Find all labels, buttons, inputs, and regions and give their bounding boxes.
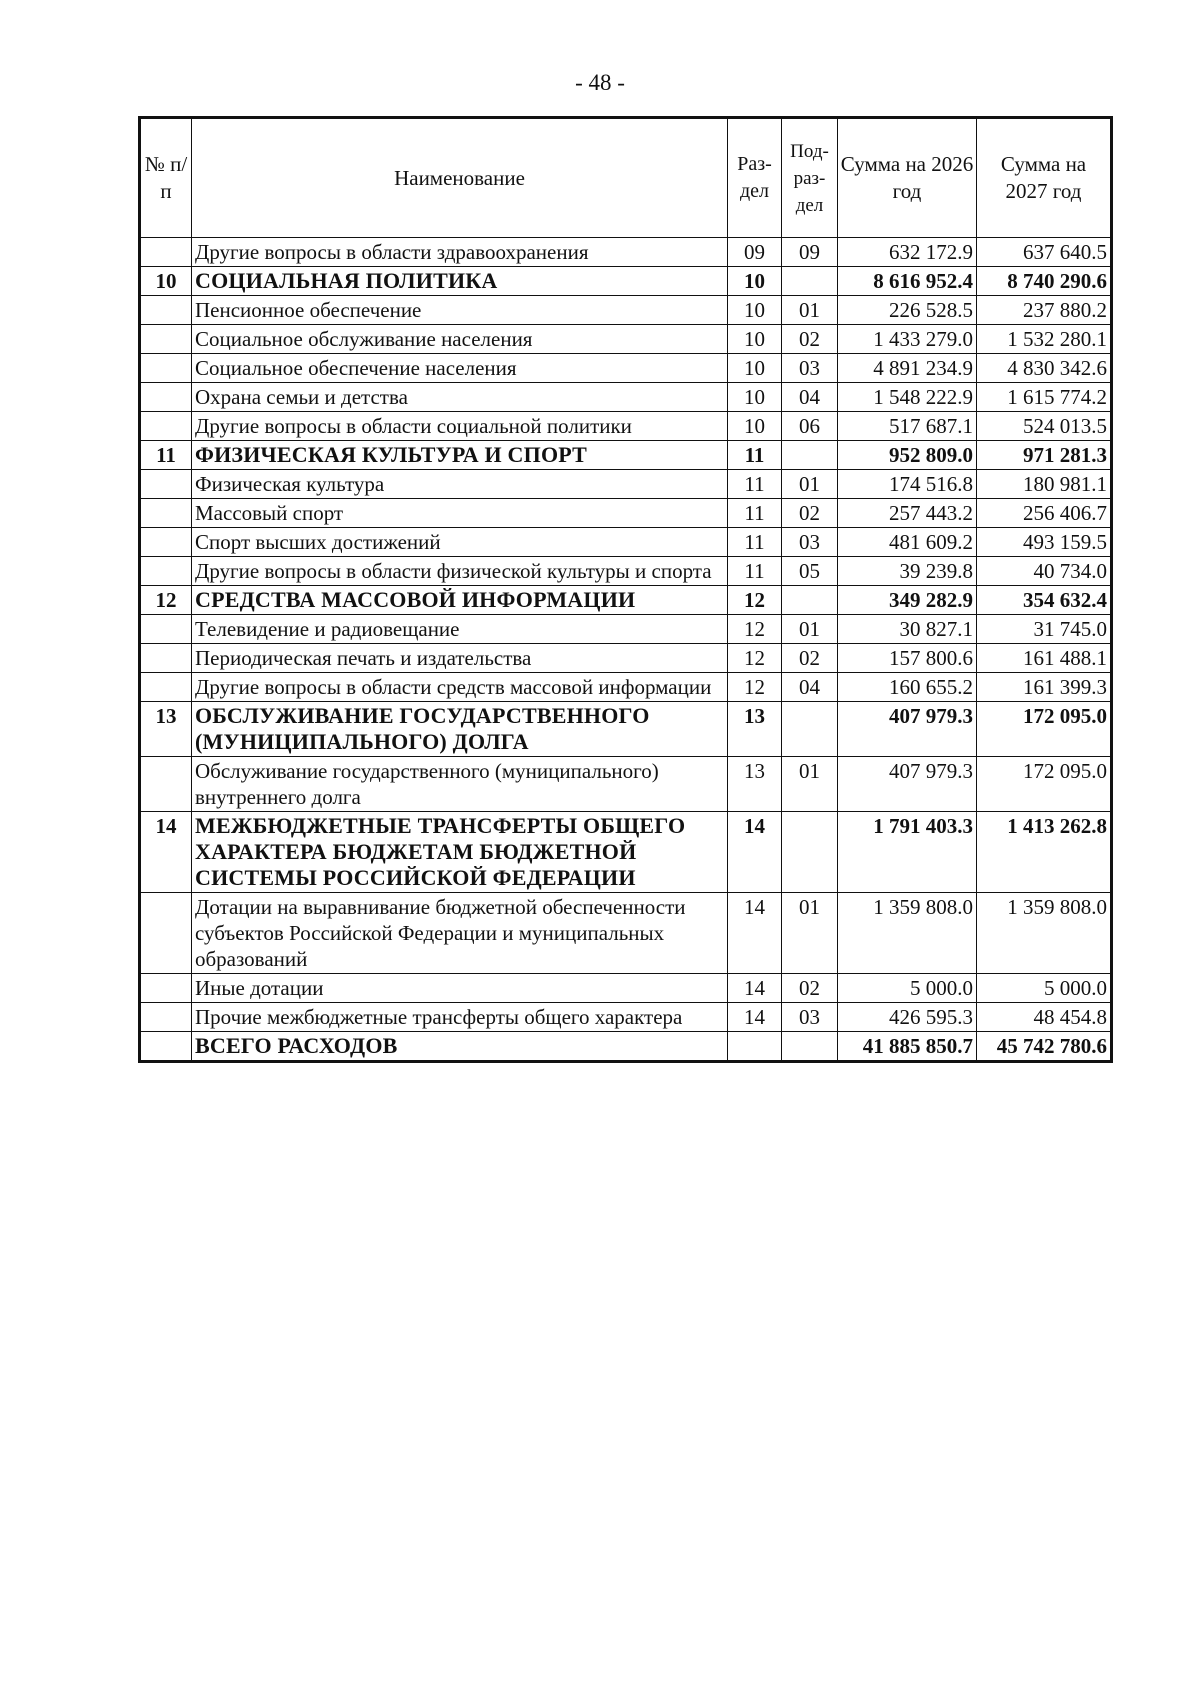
row-sum-2026: 349 282.9	[838, 586, 977, 615]
row-sum-2027: 161 488.1	[977, 644, 1112, 673]
row-name: Другие вопросы в области здравоохранения	[192, 238, 728, 267]
row-sum-2027: 1 532 280.1	[977, 325, 1112, 354]
table-row	[140, 296, 1112, 325]
row-section: 11	[728, 441, 782, 470]
row-num: 12	[140, 586, 192, 615]
row-section	[728, 1032, 782, 1062]
header-num: № п/п	[140, 118, 192, 238]
row-sum-2027: 40 734.0	[977, 557, 1112, 586]
table-header-row	[140, 118, 1112, 238]
row-sum-2026: 407 979.3	[838, 757, 977, 812]
row-subsection: 04	[782, 383, 838, 412]
row-sum-2027: 48 454.8	[977, 1003, 1112, 1032]
row-sum-2026: 632 172.9	[838, 238, 977, 267]
table-row	[140, 412, 1112, 441]
page-number: - 48 -	[575, 70, 625, 95]
table-row	[140, 702, 1112, 757]
row-section: 10	[728, 267, 782, 296]
table-body	[140, 238, 1112, 1062]
row-section: 12	[728, 644, 782, 673]
row-num	[140, 412, 192, 441]
row-section: 14	[728, 893, 782, 974]
row-sum-2027: 45 742 780.6	[977, 1032, 1112, 1062]
row-subsection: 02	[782, 644, 838, 673]
row-subsection: 02	[782, 974, 838, 1003]
row-subsection: 09	[782, 238, 838, 267]
table-row	[140, 615, 1112, 644]
row-sum-2027: 971 281.3	[977, 441, 1112, 470]
table-row	[140, 383, 1112, 412]
header-subsection: Под-раз-дел	[782, 118, 838, 238]
row-num	[140, 1003, 192, 1032]
row-section: 10	[728, 354, 782, 383]
row-section: 10	[728, 412, 782, 441]
row-num	[140, 893, 192, 974]
row-name: Массовый спорт	[192, 499, 728, 528]
row-sum-2026: 174 516.8	[838, 470, 977, 499]
row-sum-2026: 30 827.1	[838, 615, 977, 644]
row-sum-2026: 226 528.5	[838, 296, 977, 325]
row-name: ОБСЛУЖИВАНИЕ ГОСУДАРСТВЕННОГО (МУНИЦИПАЛЬНОГО) ДОЛГА	[192, 702, 728, 757]
row-num	[140, 383, 192, 412]
row-section: 14	[728, 812, 782, 893]
row-name: Другие вопросы в области средств массовой информации	[192, 673, 728, 702]
row-subsection: 03	[782, 528, 838, 557]
row-sum-2026: 1 548 222.9	[838, 383, 977, 412]
row-sum-2027: 172 095.0	[977, 757, 1112, 812]
table-row	[140, 1003, 1112, 1032]
row-sum-2026: 39 239.8	[838, 557, 977, 586]
row-section: 10	[728, 296, 782, 325]
row-sum-2026: 160 655.2	[838, 673, 977, 702]
row-sum-2027: 1 615 774.2	[977, 383, 1112, 412]
row-num: 13	[140, 702, 192, 757]
row-subsection: 02	[782, 325, 838, 354]
row-num: 11	[140, 441, 192, 470]
row-name: Дотации на выравнивание бюджетной обеспеченности субъектов Российской Федерации и муниципальных образований	[192, 893, 728, 974]
table-row	[140, 528, 1112, 557]
row-sum-2026: 41 885 850.7	[838, 1032, 977, 1062]
row-name: Другие вопросы в области социальной политики	[192, 412, 728, 441]
row-subsection: 01	[782, 470, 838, 499]
row-num	[140, 557, 192, 586]
header-sum-2027: Сумма на 2027 год	[977, 118, 1112, 238]
table-row	[140, 1032, 1112, 1062]
row-name: ВСЕГО РАСХОДОВ	[192, 1032, 728, 1062]
row-sum-2027: 1 413 262.8	[977, 812, 1112, 893]
row-subsection	[782, 812, 838, 893]
row-sum-2026: 1 433 279.0	[838, 325, 977, 354]
row-subsection: 01	[782, 296, 838, 325]
row-sum-2026: 5 000.0	[838, 974, 977, 1003]
row-sum-2027: 237 880.2	[977, 296, 1112, 325]
header-name: Наименование	[192, 118, 728, 238]
row-sum-2027: 5 000.0	[977, 974, 1112, 1003]
row-section: 12	[728, 673, 782, 702]
row-sum-2026: 157 800.6	[838, 644, 977, 673]
table-row	[140, 441, 1112, 470]
row-sum-2027: 4 830 342.6	[977, 354, 1112, 383]
table-row	[140, 644, 1112, 673]
row-num	[140, 499, 192, 528]
row-sum-2027: 1 359 808.0	[977, 893, 1112, 974]
row-subsection	[782, 267, 838, 296]
table-row	[140, 499, 1112, 528]
row-subsection: 01	[782, 615, 838, 644]
row-sum-2027: 31 745.0	[977, 615, 1112, 644]
row-subsection	[782, 441, 838, 470]
row-section: 11	[728, 499, 782, 528]
row-section: 09	[728, 238, 782, 267]
row-section: 11	[728, 528, 782, 557]
row-sum-2027: 180 981.1	[977, 470, 1112, 499]
table-row	[140, 267, 1112, 296]
row-sum-2026: 481 609.2	[838, 528, 977, 557]
row-section: 11	[728, 470, 782, 499]
row-name: Социальное обслуживание населения	[192, 325, 728, 354]
table-row	[140, 812, 1112, 893]
row-sum-2026: 1 359 808.0	[838, 893, 977, 974]
row-num	[140, 470, 192, 499]
row-sum-2027: 637 640.5	[977, 238, 1112, 267]
table-row	[140, 893, 1112, 974]
row-section: 11	[728, 557, 782, 586]
row-sum-2027: 256 406.7	[977, 499, 1112, 528]
row-sum-2026: 4 891 234.9	[838, 354, 977, 383]
row-subsection: 01	[782, 893, 838, 974]
row-section: 14	[728, 974, 782, 1003]
row-name: Охрана семьи и детства	[192, 383, 728, 412]
row-name: Иные дотации	[192, 974, 728, 1003]
table-row	[140, 974, 1112, 1003]
row-sum-2026: 1 791 403.3	[838, 812, 977, 893]
row-sum-2026: 517 687.1	[838, 412, 977, 441]
table-row	[140, 238, 1112, 267]
row-section: 14	[728, 1003, 782, 1032]
row-subsection: 05	[782, 557, 838, 586]
table-row	[140, 673, 1112, 702]
header-sum-2026: Сумма на 2026 год	[838, 118, 977, 238]
row-subsection: 02	[782, 499, 838, 528]
row-section: 12	[728, 586, 782, 615]
row-name: СОЦИАЛЬНАЯ ПОЛИТИКА	[192, 267, 728, 296]
row-num	[140, 325, 192, 354]
row-num	[140, 673, 192, 702]
row-num	[140, 1032, 192, 1062]
table-row	[140, 757, 1112, 812]
table-row	[140, 354, 1112, 383]
row-name: СРЕДСТВА МАССОВОЙ ИНФОРМАЦИИ	[192, 586, 728, 615]
row-sum-2026: 8 616 952.4	[838, 267, 977, 296]
row-num	[140, 644, 192, 673]
row-name: Физическая культура	[192, 470, 728, 499]
table-row	[140, 557, 1112, 586]
row-num: 14	[140, 812, 192, 893]
row-name: Телевидение и радиовещание	[192, 615, 728, 644]
row-num	[140, 974, 192, 1003]
row-num	[140, 296, 192, 325]
row-sum-2027: 161 399.3	[977, 673, 1112, 702]
row-section: 10	[728, 325, 782, 354]
row-subsection	[782, 586, 838, 615]
row-sum-2026: 257 443.2	[838, 499, 977, 528]
row-section: 10	[728, 383, 782, 412]
row-subsection	[782, 1032, 838, 1062]
row-num	[140, 238, 192, 267]
row-subsection: 03	[782, 354, 838, 383]
row-name: МЕЖБЮДЖЕТНЫЕ ТРАНСФЕРТЫ ОБЩЕГО ХАРАКТЕРА БЮДЖЕТАМ БЮДЖЕТНОЙ СИСТЕМЫ РОССИЙСКОЙ ФЕДЕРАЦИИ	[192, 812, 728, 893]
table-row	[140, 325, 1112, 354]
table-row	[140, 470, 1112, 499]
row-num: 10	[140, 267, 192, 296]
row-sum-2026: 426 595.3	[838, 1003, 977, 1032]
row-sum-2026: 952 809.0	[838, 441, 977, 470]
row-sum-2027: 8 740 290.6	[977, 267, 1112, 296]
row-num	[140, 528, 192, 557]
row-sum-2027: 524 013.5	[977, 412, 1112, 441]
row-name: Социальное обеспечение населения	[192, 354, 728, 383]
row-name: Пенсионное обеспечение	[192, 296, 728, 325]
row-name: ФИЗИЧЕСКАЯ КУЛЬТУРА И СПОРТ	[192, 441, 728, 470]
row-name: Спорт высших достижений	[192, 528, 728, 557]
row-section: 12	[728, 615, 782, 644]
row-sum-2027: 493 159.5	[977, 528, 1112, 557]
row-subsection: 06	[782, 412, 838, 441]
row-subsection: 01	[782, 757, 838, 812]
row-name: Прочие межбюджетные трансферты общего характера	[192, 1003, 728, 1032]
row-name: Периодическая печать и издательства	[192, 644, 728, 673]
row-section: 13	[728, 757, 782, 812]
row-num	[140, 354, 192, 383]
row-subsection	[782, 702, 838, 757]
row-name: Другие вопросы в области физической культуры и спорта	[192, 557, 728, 586]
row-subsection: 03	[782, 1003, 838, 1032]
row-sum-2027: 172 095.0	[977, 702, 1112, 757]
table-row	[140, 586, 1112, 615]
row-sum-2027: 354 632.4	[977, 586, 1112, 615]
row-section: 13	[728, 702, 782, 757]
budget-table	[138, 116, 1113, 1063]
row-sum-2026: 407 979.3	[838, 702, 977, 757]
header-section: Раз-дел	[728, 118, 782, 238]
row-subsection: 04	[782, 673, 838, 702]
row-num	[140, 615, 192, 644]
row-name: Обслуживание государственного (муниципального) внутреннего долга	[192, 757, 728, 812]
row-num	[140, 757, 192, 812]
